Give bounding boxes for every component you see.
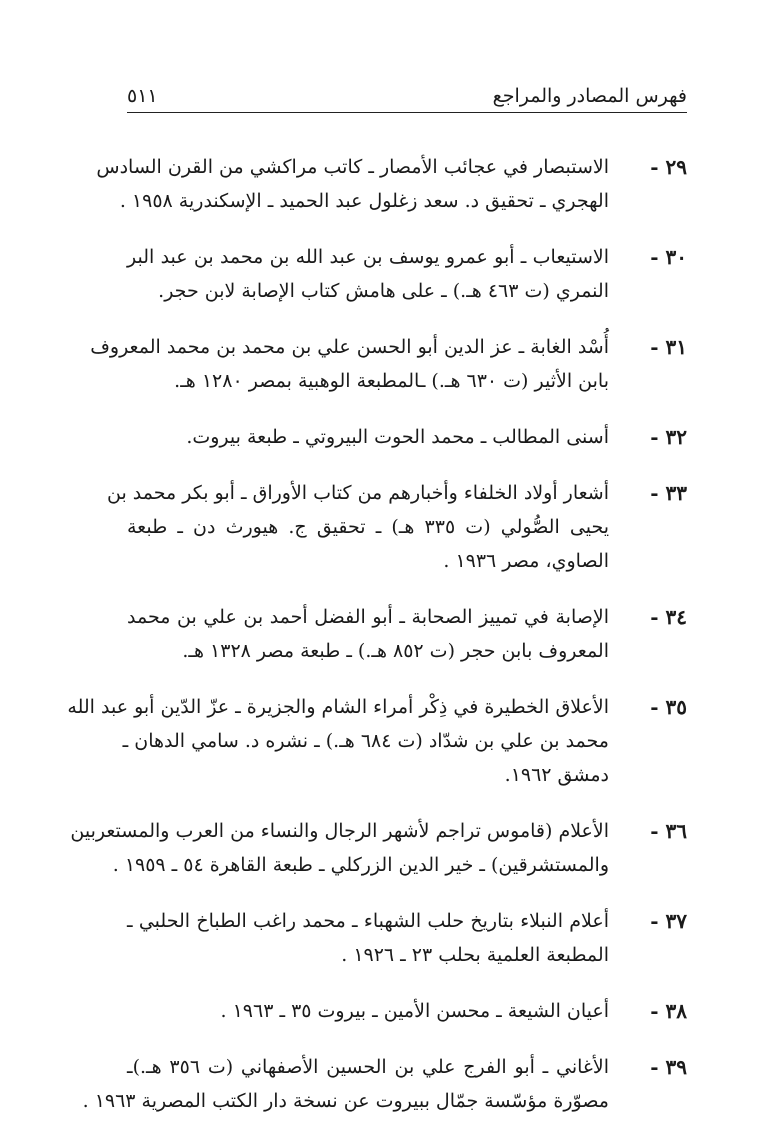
entry-text (82, 1050, 609, 1118)
entry-number: ٢٩ - (650, 155, 687, 179)
bibliography-entry (70, 814, 687, 882)
entry-line: المطبعة العلمية بحلب ٢٣ ـ ١٩٢٦ . (341, 944, 609, 966)
running-title: فهرس المصادر والمراجع (492, 85, 687, 107)
entry-number: ٣٩ - (650, 1055, 687, 1079)
bibliography-entry (67, 690, 687, 792)
bibliography-entry (127, 600, 687, 668)
bibliography-entry (90, 330, 687, 398)
entry-number: ٣٤ - (650, 605, 687, 629)
entry-number: ٣٢ - (650, 425, 687, 449)
page-header (127, 82, 687, 113)
bibliography-entry (96, 150, 687, 218)
entry-line: مصوّرة مؤسّسة جمّال ببيروت عن نسخة دار الكتب المصرية ١٩٦٣ . (82, 1090, 609, 1112)
entry-number: ٣٨ - (650, 999, 687, 1023)
entry-line: الأغاني ـ أبو الفرج علي بن الحسين الأصفهاني (ت ٣٥٦ هـ.)ـ (127, 1056, 609, 1078)
entry-number: ٣٦ - (650, 819, 687, 843)
entry-line: المعروف بابن حجر (ت ٨٥٢ هـ.) ـ طبعة مصر ١٣٢٨ هـ. (182, 640, 609, 662)
entry-line: يحيى الصُّولي (ت ٣٣٥ هـ) ـ تحقيق ج. هيورث دن ـ طبعة (127, 516, 609, 538)
entry-line: محمد بن علي بن شدّاد (ت ٦٨٤ هـ.) ـ نشره د. سامي الدهان ـ (122, 730, 609, 752)
entry-line: أشعار أولاد الخلفاء وأخبارهم من كتاب الأوراق ـ أبو بكر محمد بن (107, 482, 609, 504)
page-number: ٥١١ (127, 85, 158, 107)
entry-text (67, 690, 609, 792)
entry-number: ٣٥ - (650, 695, 687, 719)
entry-number: ٣١ - (650, 335, 687, 359)
entry-line: الاستيعاب ـ أبو عمرو يوسف بن عبد الله بن محمد بن عبد البر (127, 246, 609, 268)
entry-line: الهجري ـ تحقيق د. سعد زغلول عبد الحميد ـ الإسكندرية ١٩٥٨ . (119, 190, 609, 212)
entry-line: الأعلاق الخطيرة في ذِكْر أمراء الشام والجزيرة ـ عزّ الدّين أبو عبد الله (67, 696, 609, 718)
bibliography-entry (82, 1050, 687, 1118)
entry-line: النمري (ت ٤٦٣ هـ.) ـ على هامش كتاب الإصابة لابن حجر. (158, 280, 609, 302)
bibliography-entry (127, 994, 687, 1028)
entry-line: الاستبصار في عجائب الأمصار ـ كاتب مراكشي من القرن السادس (96, 156, 609, 178)
bibliography-entry (127, 904, 687, 972)
entry-line: أعيان الشيعة ـ محسن الأمين ـ بيروت ٣٥ ـ ١٩٦٣ . (220, 1000, 609, 1022)
entry-text (127, 904, 609, 972)
entry-text (127, 420, 609, 454)
entry-line: الإصابة في تمييز الصحابة ـ أبو الفضل أحمد بن علي بن محمد (127, 606, 609, 628)
entry-line: الصاوي، مصر ١٩٣٦ . (443, 550, 609, 572)
bibliography-entry (127, 240, 687, 308)
entry-text (90, 330, 609, 398)
entry-text (127, 994, 609, 1028)
entry-text (70, 814, 609, 882)
entry-text (96, 150, 609, 218)
bibliography-list (67, 150, 687, 1140)
entry-number: ٣٧ - (650, 909, 687, 933)
bibliography-entry (107, 476, 687, 578)
entry-line: أُسْد الغابة ـ عز الدين أبو الحسن علي بن محمد بن محمد المعروف (90, 336, 609, 358)
entry-text (107, 476, 609, 578)
entry-text (127, 240, 609, 308)
entry-line: والمستشرقين) ـ خير الدين الزركلي ـ طبعة القاهرة ٥٤ ـ ١٩٥٩ . (112, 854, 609, 876)
entry-number: ٣٠ - (650, 245, 687, 269)
entry-line: الأعلام (قاموس تراجم لأشهر الرجال والنساء من العرب والمستعربين (70, 820, 609, 842)
entry-line: أسنى المطالب ـ محمد الحوت البيروتي ـ طبعة بيروت. (186, 426, 609, 448)
entry-line: أعلام النبلاء بتاريخ حلب الشهباء ـ محمد راغب الطباخ الحلبي ـ (127, 910, 609, 932)
entry-number: ٣٣ - (650, 481, 687, 505)
bibliography-entry (127, 420, 687, 454)
entry-line: دمشق ١٩٦٢. (504, 764, 609, 786)
entry-line: بابن الأثير (ت ٦٣٠ هـ.) ـالمطبعة الوهبية بمصر ١٢٨٠ هـ. (174, 370, 609, 392)
entry-text (127, 600, 609, 668)
